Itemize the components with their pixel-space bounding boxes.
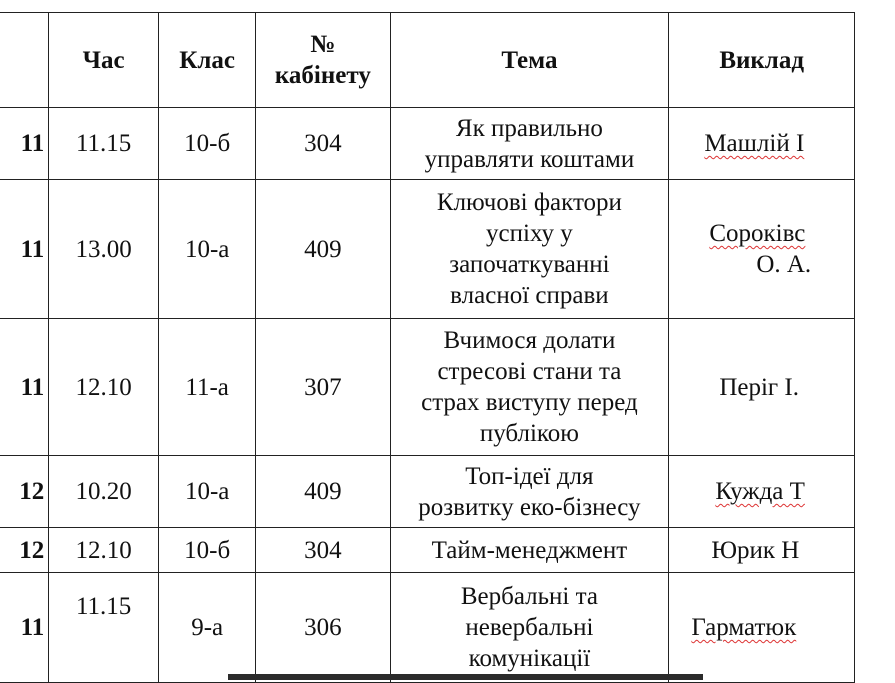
header-topic: Тема [390,13,669,108]
topic-line: започаткуванні [449,251,610,278]
header-class: Клас [159,13,256,108]
teacher-name: Кужда Т [715,478,805,505]
topic-line: Як правильно [455,114,603,142]
table-row [0,319,855,456]
time-cell: 11.15 [49,108,159,180]
time-cell: 10.20 [49,456,159,528]
teacher-cell [669,108,855,180]
teacher-cell [669,319,855,456]
header-room-line2: кабінету [274,62,371,89]
table-row [0,456,855,528]
room-cell: 409 [256,180,390,319]
topic-line: управляти коштами [424,145,635,173]
topic-cell [390,573,669,683]
horizontal-scrollbar[interactable] [228,674,703,680]
topic-line: страх виступу перед [421,389,638,416]
room-cell: 307 [256,319,390,456]
topic-line: стресові стани та [437,358,622,385]
header-room [256,13,390,108]
class-cell: 11-а [159,319,256,456]
teacher-cell [669,180,855,319]
teacher-name: Юрик Н [711,536,800,564]
teacher-name: Машлій І [704,130,805,157]
class-cell: 10-а [159,180,256,319]
date-cell: 11 [0,319,49,456]
topic-line: Вчимося долати [443,327,616,354]
table-row [0,108,855,180]
teacher-cell [669,456,855,528]
topic-line: успіху у [486,220,573,247]
topic-line: комунікації [468,645,591,672]
date-cell: 12 [0,528,49,573]
teacher-name: Сороківс [709,220,806,247]
topic-cell [390,319,669,456]
topic-cell [390,108,669,180]
date-cell: 11 [0,573,49,683]
table-row [0,573,855,683]
topic-line: Вербальні та [460,583,598,610]
topic-line: Ключові фактори [436,189,622,216]
time-cell: 12.10 [49,528,159,573]
schedule-table [0,12,855,683]
class-cell: 10-б [159,108,256,180]
topic-line: розвитку еко-бізнесу [418,493,641,521]
table-row [0,180,855,319]
topic-line: Тайм-менеджмент [431,536,628,564]
room-cell: 304 [256,528,390,573]
topic-line: власної справи [450,282,609,309]
class-cell: 10-а [159,456,256,528]
table-row [0,528,855,573]
header-time: Час [49,13,159,108]
room-cell: 409 [256,456,390,528]
teacher-cell [669,573,855,683]
header-room-line1: № [310,31,336,58]
topic-line: невербальні [465,614,594,641]
class-cell: 9-а [159,573,256,683]
date-cell: 11 [0,108,49,180]
header-teacher: Виклад [669,13,855,108]
teacher-initials: О. А. [756,251,812,278]
time-cell: 13.00 [49,180,159,319]
topic-cell [390,180,669,319]
teacher-cell [669,528,855,573]
date-cell: 12 [0,456,49,528]
topic-cell [390,528,669,573]
date-cell: 11 [0,180,49,319]
topic-line: Топ-ідеї для [465,462,594,490]
time-cell: 11.15 [49,573,159,683]
header-row [0,13,855,108]
time-cell: 12.10 [49,319,159,456]
room-cell: 304 [256,108,390,180]
topic-line: публікою [479,420,579,447]
teacher-name: Періг І. [719,373,800,401]
room-cell: 306 [256,573,390,683]
teacher-name: Гарматюк [691,614,797,641]
topic-cell [390,456,669,528]
class-cell: 10-б [159,528,256,573]
header-date [0,13,49,108]
